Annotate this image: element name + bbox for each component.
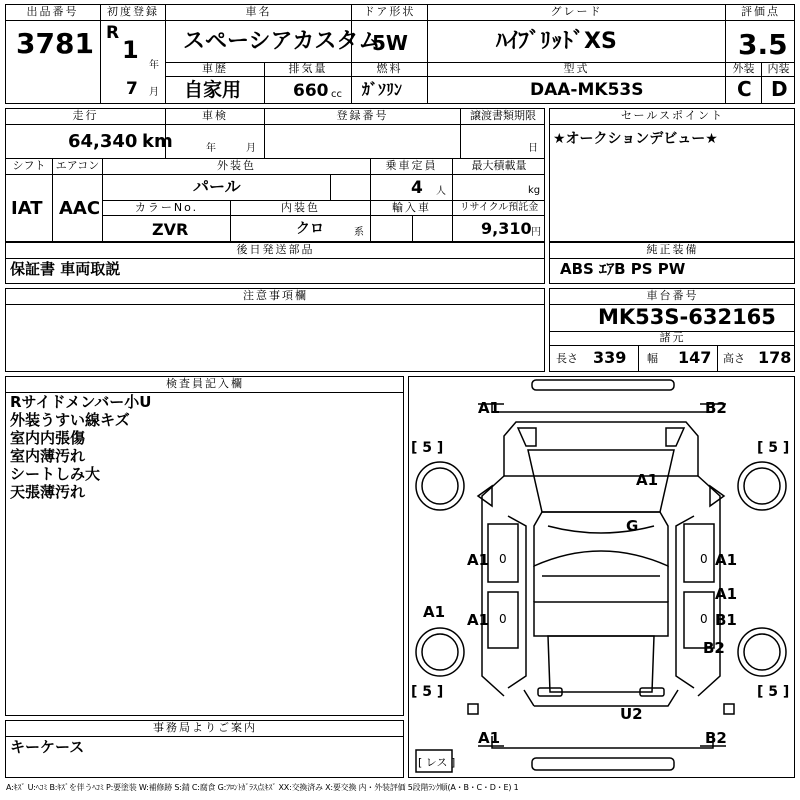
chassis-label: 車台番号: [646, 289, 699, 302]
history-label: 車歴: [202, 62, 228, 75]
office-text: キーケース: [10, 738, 85, 756]
inspection-year-unit: 年: [206, 143, 216, 154]
shift: IAT: [11, 198, 43, 219]
color-label: 外装色: [217, 159, 256, 172]
dimensions-label: 諸元: [659, 331, 686, 344]
door-type: 5W: [372, 31, 408, 55]
notes-label: 注意事項欄: [243, 289, 308, 302]
transfer-label: 譲渡書類期限: [470, 109, 536, 122]
zero-left-front: 0: [499, 552, 507, 566]
kei-unit: 系: [354, 227, 364, 238]
first-reg-label: 初度登録: [107, 5, 159, 18]
grade-label: グレード: [550, 5, 603, 18]
tire-rear-left: [ 5 ]: [411, 684, 444, 700]
mark-rear-panel: U2: [620, 705, 643, 723]
color-no-label: カラーNo.: [134, 201, 199, 214]
mark-rear-right: B2: [705, 729, 727, 747]
recycle-fee: 9,310: [481, 219, 532, 238]
mark-front-right: B2: [705, 399, 727, 417]
inspector-line-6: 天張薄汚れ: [10, 483, 86, 501]
inspector-label: 検査員記入欄: [166, 377, 244, 390]
equipment-label: 純正装備: [646, 243, 699, 256]
reg-year: 1: [122, 36, 139, 64]
year-unit: 年: [149, 60, 159, 71]
inspector-line-3: 室内内張傷: [10, 429, 86, 447]
ac: AAC: [59, 198, 101, 219]
km-unit: km: [142, 131, 173, 152]
mark-left-front-door: A1: [467, 551, 490, 569]
fuel-label: 燃料: [376, 62, 403, 75]
car-name-label: 車名: [245, 5, 272, 18]
model-code: DAA-MK53S: [530, 80, 644, 100]
spec-table: [5, 108, 545, 242]
mark-right-rear-door-b1: B1: [715, 611, 737, 629]
car-history: 自家用: [184, 79, 242, 101]
inspector-line-2: 外装うすい線キズ: [10, 411, 130, 429]
lot-number: 3781: [16, 27, 94, 60]
tire-front-right: [ 5 ]: [757, 440, 790, 456]
later-parts-label: 後日発送部品: [236, 243, 315, 256]
displacement-label: 排気量: [288, 62, 328, 75]
width-label: 幅: [647, 352, 658, 365]
mileage-label: 走行: [72, 109, 99, 122]
sales-text: ★オークションデビュー★: [553, 131, 718, 147]
ext-grade: C: [737, 77, 752, 101]
mileage: 64,340: [68, 131, 138, 152]
zero-right-front: 0: [700, 552, 708, 566]
fuel: ｶﾞｿﾘﾝ: [362, 80, 403, 99]
car-name: スペーシアカスタム: [183, 29, 381, 54]
yen-unit: 円: [531, 227, 541, 238]
displacement: 660: [293, 81, 329, 101]
reg-era: R: [106, 23, 120, 43]
reg-month: 7: [126, 79, 138, 99]
score: 3.5: [738, 28, 788, 61]
plate-label: 登録番号: [336, 109, 389, 122]
office-label: 事務局よりご案内: [153, 721, 257, 734]
interior-color-label: 内装色: [281, 201, 320, 214]
zero-right-rear: 0: [700, 612, 708, 626]
inspection-month-unit: 月: [246, 143, 256, 154]
transfer-day-unit: 日: [528, 143, 538, 154]
sales-label: セールスポイント: [620, 109, 724, 122]
zero-left-rear: 0: [499, 612, 507, 626]
inspection-label: 車検: [202, 109, 228, 122]
score-label: 評価点: [741, 5, 780, 18]
shift-label: シフト: [12, 159, 46, 172]
mark-left-rear-door: A1: [467, 611, 490, 629]
chassis-number: MK53S-632165: [598, 305, 776, 329]
mark-rear-left: A1: [478, 729, 501, 747]
tire-rear-right: [ 5 ]: [757, 684, 790, 700]
inspector-line-4: 室内薄汚れ: [10, 447, 86, 465]
mark-right-rear-fender: B2: [703, 639, 725, 657]
grade: ﾊｲﾌﾞﾘｯﾄﾞXS: [496, 29, 617, 54]
import-label: 輸入車: [392, 201, 431, 214]
inspector-line-5: シートしみ大: [10, 465, 101, 483]
car-diagram: [408, 376, 795, 778]
spare-tire: [ レス ]: [418, 756, 456, 769]
month-unit: 月: [149, 87, 159, 98]
load-label: 最大積載量: [471, 159, 527, 172]
legend: A:ｷｽﾞ U:ﾍｺﾐ B:ｷｽﾞを伴うﾍｺﾐ P:要塗装 W:補修跡 S:錆 C:腐食 G:ﾌﾛﾝﾄｶﾞﾗｽ点ｷｽﾞ XX:交換済み X:要交換 内・外装評価 5段階ﾗﾝｸ順(A・B・C・D・E) 1: [6, 783, 519, 792]
lot-label: 出品番号: [26, 5, 79, 18]
ac-label: エアコン: [55, 159, 100, 172]
height-label: 高さ: [723, 352, 745, 365]
sales-point-box: [549, 108, 795, 242]
color-number: ZVR: [152, 220, 189, 239]
mark-right-front-door: A1: [715, 551, 738, 569]
person-unit: 人: [436, 186, 446, 197]
capacity: 4: [411, 178, 423, 198]
cc-unit: cc: [331, 89, 342, 100]
kg-unit: kg: [528, 185, 541, 196]
door-label: ドア形状: [363, 5, 416, 18]
length: 339: [593, 348, 627, 367]
length-label: 長さ: [556, 352, 578, 365]
ext-label: 外装: [732, 62, 755, 75]
width: 147: [678, 348, 712, 367]
mark-left-sill: A1: [423, 603, 446, 621]
mark-front-left: A1: [478, 399, 501, 417]
tire-front-left: [ 5 ]: [411, 440, 444, 456]
mark-roof: G: [626, 517, 639, 535]
model-label: 型式: [563, 62, 590, 75]
int-grade: D: [771, 77, 788, 101]
exterior-color: パール: [193, 177, 241, 196]
mark-windshield: A1: [636, 471, 659, 489]
equipment-text: ABS ｴｱB PS PW: [560, 260, 686, 278]
int-label: 内装: [767, 62, 790, 75]
height: 178: [758, 348, 792, 367]
capacity-label: 乗車定員: [385, 159, 438, 172]
interior-color: クロ: [296, 221, 324, 237]
mark-right-rear-door: A1: [715, 585, 738, 603]
later-parts-text: 保証書 車両取説: [10, 260, 121, 278]
recycle-label: リサイクル預託金: [459, 202, 539, 213]
inspector-line-1: Rサイドメンバー小U: [10, 393, 152, 411]
